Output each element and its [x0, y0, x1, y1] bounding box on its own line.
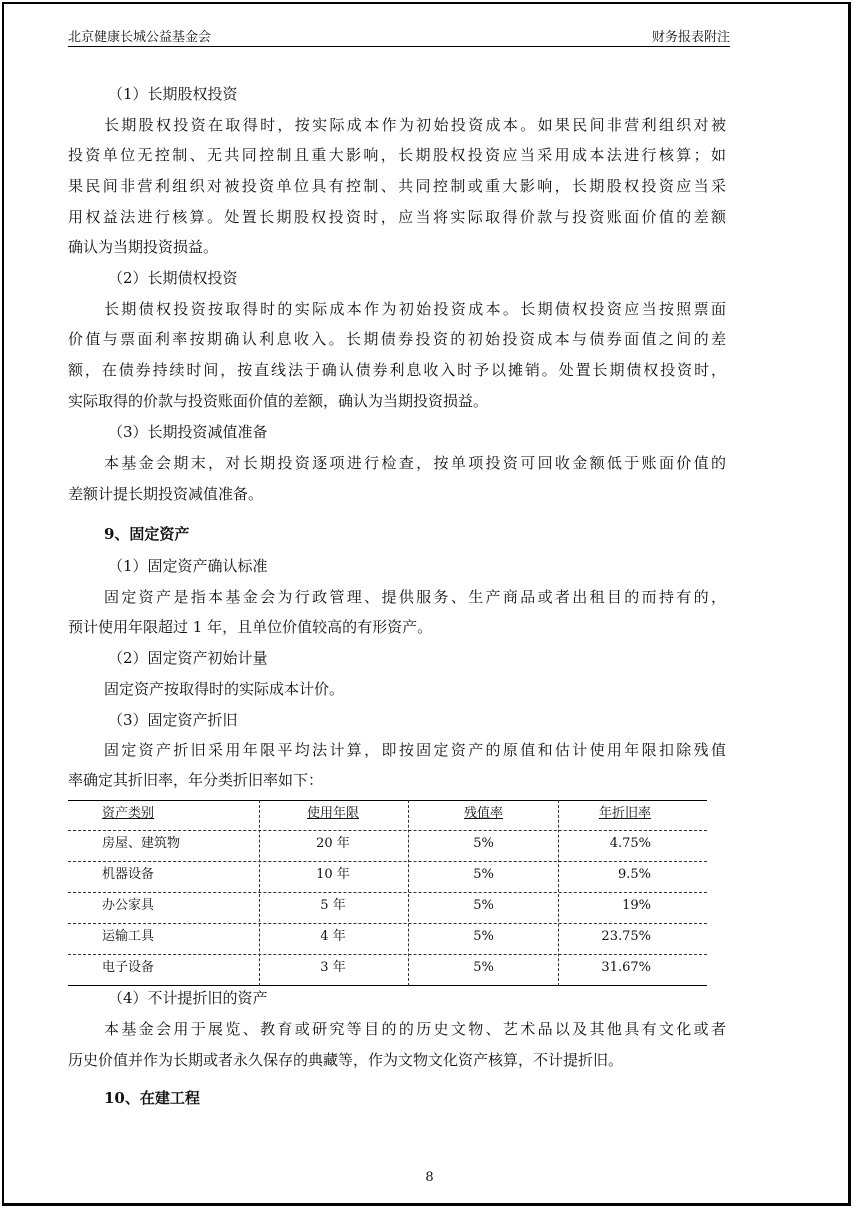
- table-column-divider: [558, 800, 559, 986]
- paragraph-line: 实际取得的价款与投资账面价值的差额，确认为当期投资损益。: [68, 392, 489, 410]
- paragraph-line: 差额计提长期投资减值准备。: [68, 485, 264, 503]
- table-cell: 23.75%: [601, 929, 651, 944]
- table-cell: 电子设备: [102, 960, 155, 975]
- page-number: 8: [425, 1170, 434, 1185]
- table-cell: 4.75%: [609, 836, 651, 851]
- table-cell: 5 年: [320, 898, 346, 913]
- section-title-construction: 10、在建工程: [104, 1089, 200, 1107]
- table-rule: [68, 923, 707, 924]
- paragraph-line: 固定资产按取得时的实际成本计价。: [104, 680, 345, 698]
- table-rule: [68, 830, 707, 831]
- paragraph-line: 历史价值并作为长期或者永久保存的典藏等，作为文物文化资产核算，不计提折旧。: [68, 1051, 624, 1069]
- table-cell: 31.67%: [601, 960, 651, 975]
- table-column-divider: [408, 800, 409, 986]
- paragraph-line: 确认为当期投资损益。: [68, 238, 219, 256]
- heading-initial-measurement: （2）固定资产初始计量: [108, 649, 268, 667]
- table-header-category: 资产类别: [102, 806, 155, 821]
- table-header-life: 使用年限: [306, 806, 359, 821]
- heading-debt-investment: （2）长期债权投资: [108, 269, 238, 287]
- header-section: 财务报表附注: [651, 30, 730, 45]
- table-rule: [68, 892, 707, 893]
- table-cell: 10 年: [316, 867, 350, 882]
- table-rule-bottom: [68, 985, 707, 986]
- paragraph-line: 固定资产是指本基金会为行政管理、提供服务、生产商品或者出租目的而持有的，: [104, 588, 726, 606]
- paragraph-line: 预计使用年限超过 1 年，且单位价值较高的有形资产。: [68, 618, 433, 636]
- table-rule: [68, 861, 707, 862]
- heading-recognition: （1）固定资产确认标准: [108, 557, 268, 575]
- header-organization: 北京健康长城公益基金会: [68, 30, 212, 45]
- table-column-divider: [259, 800, 260, 986]
- table-cell: 运输工具: [102, 929, 155, 944]
- paragraph-line: 本基金会期末，对长期投资逐项进行检查，按单项投资可回收金额低于账面价值的: [104, 454, 726, 472]
- paragraph-line: 额，在债券持续时间，按直线法于确认债券利息收入时予以摊销。处置长期债权投资时，: [68, 361, 726, 379]
- section-title-fixed-assets: 9、固定资产: [104, 525, 190, 543]
- paragraph-line: 价值与票面利率按期确认利息收入。长期债券投资的初始投资成本与债券面值之间的差: [68, 330, 726, 348]
- table-cell: 5%: [473, 960, 494, 975]
- table-cell: 5%: [473, 929, 494, 944]
- paragraph-line: 投资单位无控制、无共同控制且重大影响，长期股权投资应当采用成本法进行核算；如: [68, 146, 726, 164]
- table-cell: 9.5%: [617, 867, 651, 882]
- paragraph-line: 固定资产折旧采用年限平均法计算，即按固定资产的原值和估计使用年限扣除残值: [104, 741, 726, 759]
- table-cell: 20 年: [316, 836, 350, 851]
- paragraph-line: 用权益法进行核算。处置长期股权投资时，应当将实际取得价款与投资账面价值的差额: [68, 208, 726, 226]
- heading-depreciation: （3）固定资产折旧: [108, 711, 238, 729]
- paragraph-line: 率确定其折旧率，年分类折旧率如下：: [68, 771, 324, 789]
- paragraph-line: 果民间非营利组织对被投资单位具有控制、共同控制或重大影响，长期股权投资应当采: [68, 177, 726, 195]
- heading-non-depreciable: （4）不计提折旧的资产: [108, 989, 268, 1007]
- table-cell: 5%: [473, 898, 494, 913]
- heading-impairment: （3）长期投资减值准备: [108, 423, 268, 441]
- paragraph-line: 本基金会用于展览、教育或研究等目的的历史文物、艺术品以及其他具有文化或者: [104, 1020, 726, 1038]
- depreciation-table: [68, 800, 707, 986]
- table-header-rate: 年折旧率: [598, 806, 651, 821]
- page-header: [68, 24, 730, 47]
- table-header-residual: 残值率: [463, 806, 503, 821]
- table-rule-top: [68, 800, 707, 801]
- table-cell: 机器设备: [102, 867, 155, 882]
- table-cell: 3 年: [320, 960, 346, 975]
- table-cell: 5%: [473, 836, 494, 851]
- table-cell: 4 年: [320, 929, 346, 944]
- paragraph-line: 长期债权投资按取得时的实际成本作为初始投资成本。长期债权投资应当按照票面: [104, 300, 726, 318]
- table-cell: 5%: [473, 867, 494, 882]
- heading-equity-investment: （1）长期股权投资: [108, 85, 238, 103]
- table-rule: [68, 954, 707, 955]
- table-cell: 办公家具: [102, 898, 155, 913]
- paragraph-line: 长期股权投资在取得时，按实际成本作为初始投资成本。如果民间非营利组织对被: [104, 116, 726, 134]
- table-cell: 房屋、建筑物: [102, 836, 181, 851]
- table-cell: 19%: [622, 898, 651, 913]
